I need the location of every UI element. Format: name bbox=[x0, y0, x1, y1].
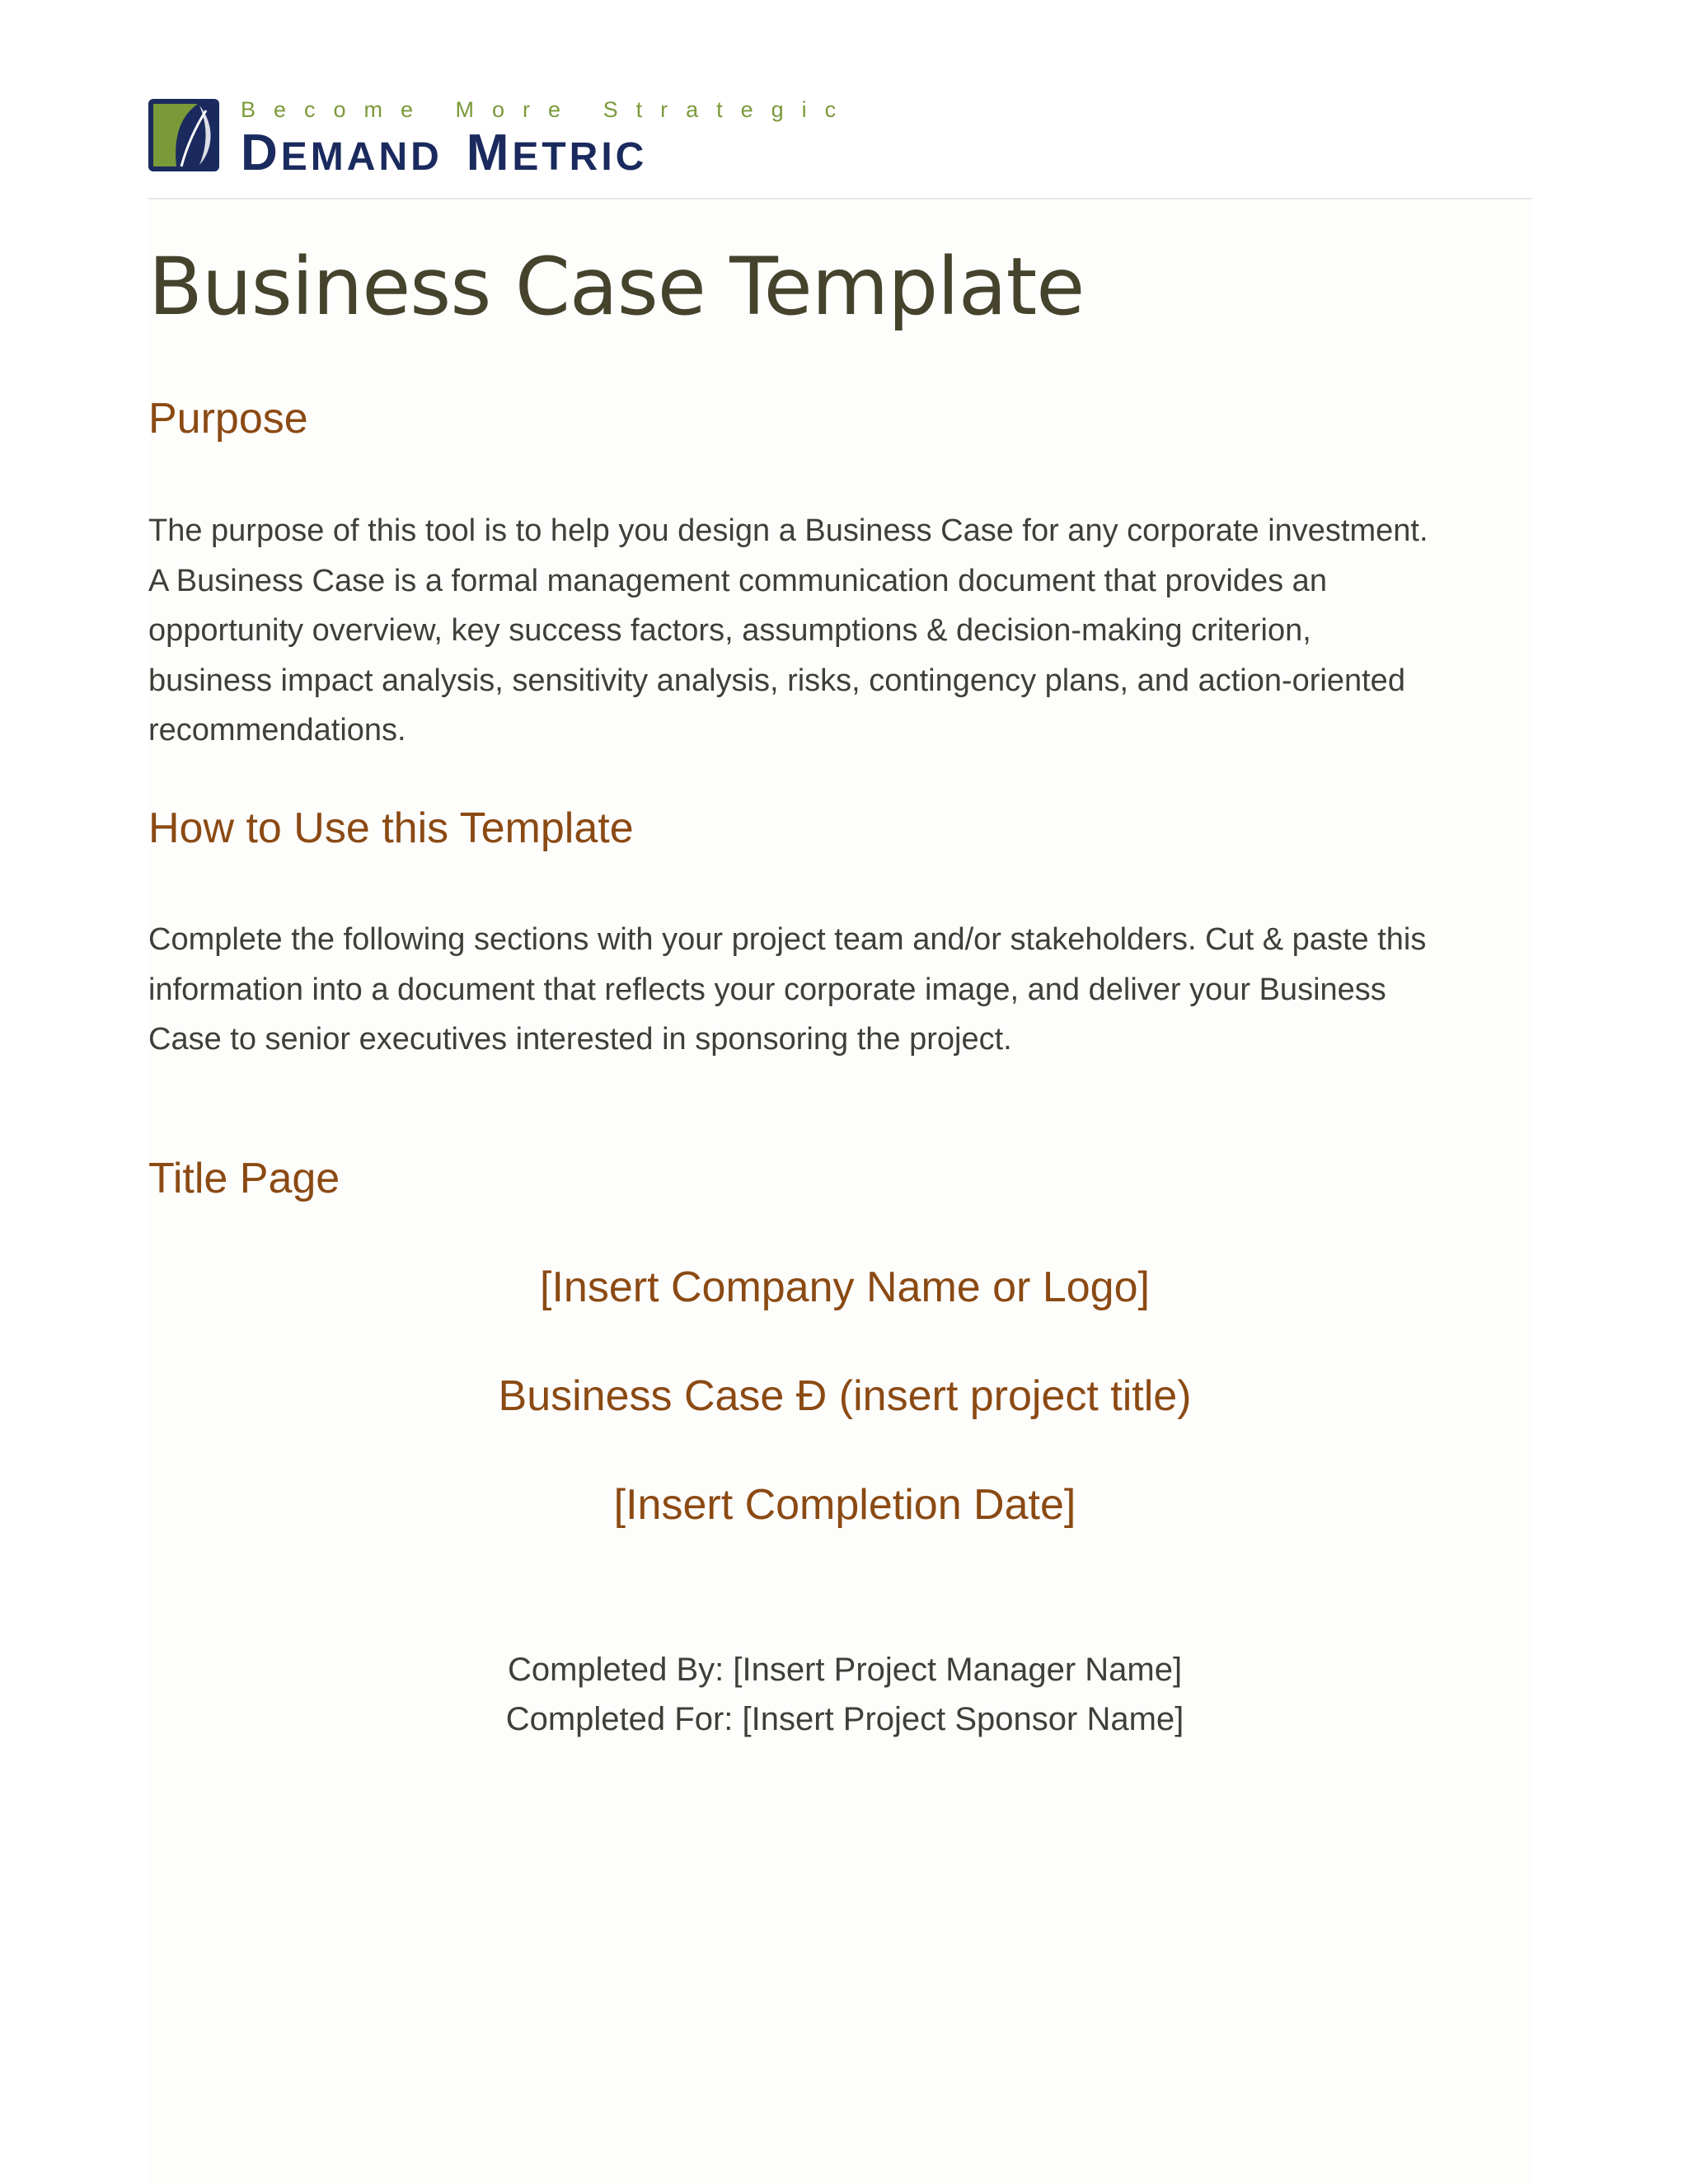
title-page-heading: Title Page bbox=[148, 1155, 340, 1202]
completed-by-line: Completed By: [Insert Project Manager Name] bbox=[507, 1652, 1183, 1688]
brand-initial-m: M bbox=[466, 124, 513, 181]
purpose-paragraph bbox=[148, 506, 1541, 756]
company-name-placeholder: [Insert Company Name or Logo] bbox=[540, 1263, 1150, 1311]
logo-tagline: Become More Strategic bbox=[241, 97, 855, 122]
purpose-line: business impact analysis, sensitivity analysis, risks, contingency plans, and action-oriented bbox=[148, 663, 1405, 698]
brand-initial-d: D bbox=[241, 124, 281, 181]
page-title: Business Case Template bbox=[148, 241, 1085, 333]
purpose-line: recommendations. bbox=[148, 713, 406, 748]
logo-brand-name bbox=[241, 124, 647, 182]
purpose-line: opportunity overview, key success factors, assumptions & decision-making criterion, bbox=[148, 613, 1311, 648]
brand-rest-etric: ETRIC bbox=[512, 135, 648, 179]
how-to-use-line: Case to senior executives interested in sponsoring the project. bbox=[148, 1022, 1012, 1057]
how-to-use-paragraph bbox=[148, 915, 1541, 1065]
content-area bbox=[148, 199, 1531, 2184]
how-to-use-heading: How to Use this Template bbox=[148, 804, 634, 852]
how-to-use-line: information into a document that reflects your corporate image, and deliver your Business bbox=[148, 972, 1386, 1007]
completion-date-placeholder: [Insert Completion Date] bbox=[613, 1481, 1076, 1529]
project-title-placeholder: Business Case Đ (insert project title) bbox=[498, 1372, 1192, 1420]
header-divider bbox=[148, 198, 1531, 199]
completed-for-line: Completed For: [Insert Project Sponsor Name] bbox=[505, 1701, 1184, 1737]
purpose-heading: Purpose bbox=[148, 395, 308, 443]
purpose-line: A Business Case is a formal management communication document that provides an bbox=[148, 563, 1327, 598]
brand-rest-emand: EMAND bbox=[280, 135, 443, 179]
how-to-use-line: Complete the following sections with your project team and/or stakeholders. Cut & paste this bbox=[148, 922, 1427, 957]
company-logo bbox=[148, 97, 855, 181]
demand-metric-logo-icon bbox=[148, 99, 219, 171]
purpose-line: The purpose of this tool is to help you design a Business Case for any corporate investment. bbox=[148, 513, 1428, 548]
